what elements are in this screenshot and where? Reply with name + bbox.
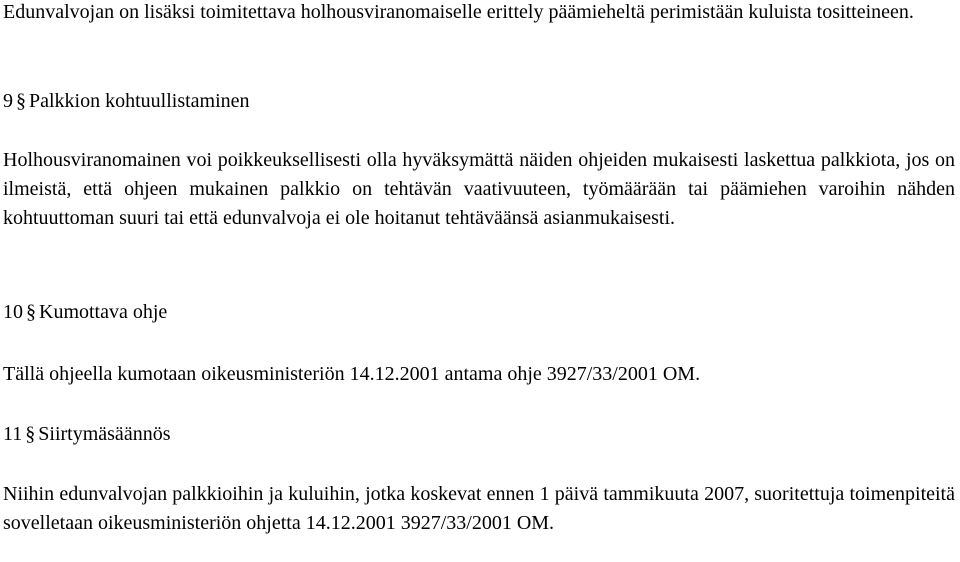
section-title: Siirtymäsäännös bbox=[38, 423, 171, 445]
paragraph-expense-itemization: Edunvalvojan on lisäksi toimitettava holhousviranomaiselle erittely päämieheltä perimistään kuluista tositteineen. bbox=[3, 1, 914, 23]
section-number: 9 bbox=[3, 90, 13, 112]
section-heading-10 bbox=[3, 298, 167, 327]
paragraph-transitional-provision: Niihin edunvalvojan palkkioihin ja kuluihin, jotka koskevat ennen 1 päivä tammikuuta 2007, suoritettuja toimenpiteitä sovelletaan oikeusministeriön ohjetta 14.12.2001 3927/33/2001 OM. bbox=[3, 483, 955, 534]
section-number: 10 bbox=[3, 301, 23, 323]
paragraph-fee-adjustment: Holhousviranomainen voi poikkeuksellisesti olla hyväksymättä näiden ohjeiden mukaisesti laskettua palkkiota, jos on ilmeistä, että ohjeen mukainen palkkio on tehtävän vaativuuteen, työmäärään tai päämiehen varoihin nähden kohtuuttoman suuri tai että edunvalvoja ei ole hoitanut tehtäväänsä asianmukaisesti. bbox=[3, 149, 955, 229]
section-title: Palkkion kohtuullistaminen bbox=[29, 90, 250, 112]
section-number: 11 bbox=[3, 423, 23, 445]
paragraph-repealed-instruction: Tällä ohjeella kumotaan oikeusministeriön 14.12.2001 antama ohje 3927/33/2001 OM. bbox=[3, 363, 701, 385]
section-sign: § bbox=[16, 90, 26, 112]
section-sign: § bbox=[26, 301, 36, 323]
section-heading-11 bbox=[3, 420, 170, 449]
section-sign: § bbox=[25, 423, 36, 445]
section-title: Kumottava ohje bbox=[39, 301, 168, 323]
section-heading-9 bbox=[3, 87, 250, 116]
